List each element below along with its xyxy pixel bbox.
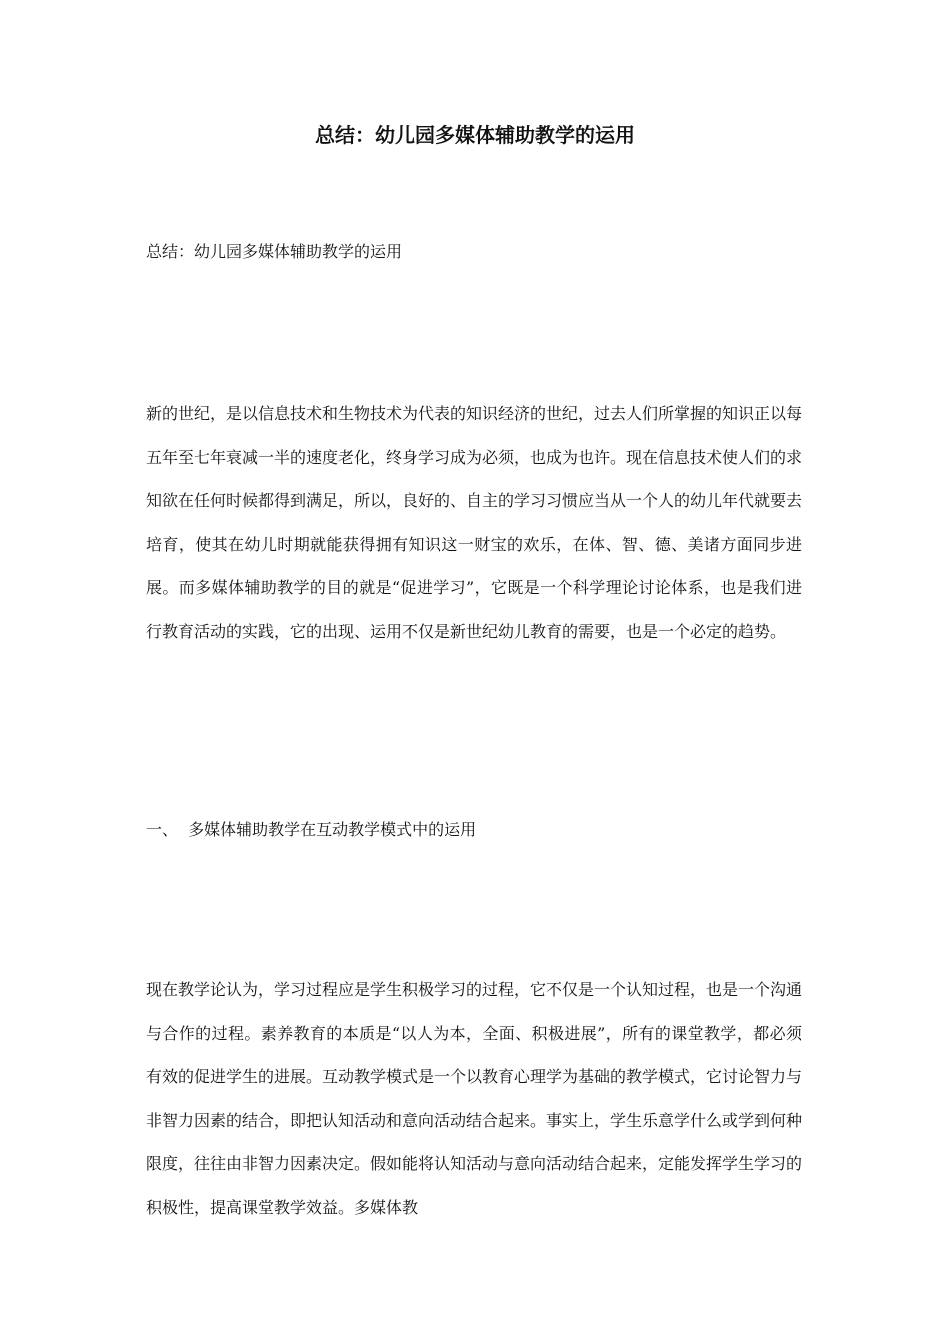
paragraph-intro: 新的世纪，是以信息技术和生物技术为代表的知识经济的世纪，过去人们所掌握的知识正以每五年至七年衰减一半的速度老化，终身学习成为必须，也成为也许。现在信息技术使人们的求知欲在任何时候都得到满足，所以，良好的、自主的学习习惯应当从一个人的幼儿年代就要去培育，使其在幼儿时期就能获得拥有知识这一财宝的欢乐，在体、智、德、美诸方面同步进展。而多媒体辅助教学的目的就是“促进学习”，它既是一个科学理论讨论体系，也是我们进行教育活动的实践，它的出现、运用不仅是新世纪幼儿教育的需要，也是一个必定的趋势。 (146, 404, 803, 641)
document-subtitle: 总结：幼儿园多媒体辅助教学的运用 (146, 242, 403, 261)
document-title: 总结：幼儿园多媒体辅助教学的运用 (315, 123, 635, 147)
paragraph-section-1: 现在教学论认为，学习过程应是学生积极学习的过程，它不仅是一个认知过程，也是一个沟通与合作的过程。素养教育的本质是“以人为本，全面、积极进展”，所有的课堂教学，都必须有效的促进学生的进展。互动教学模式是一个以教育心理学为基础的教学模式，它讨论智力与非智力因素的结合，即把认知活动和意向活动结合起来。事实上，学生乐意学什么或学到何种限度，往往由非智力因素决定。假如能将认知活动与意向活动结合起来，定能发挥学生学习的积极性，提高课堂教学效益。多媒体教 (146, 980, 803, 1217)
section-heading-1: 一、 多媒体辅助教学在互动教学模式中的运用 (146, 820, 477, 839)
